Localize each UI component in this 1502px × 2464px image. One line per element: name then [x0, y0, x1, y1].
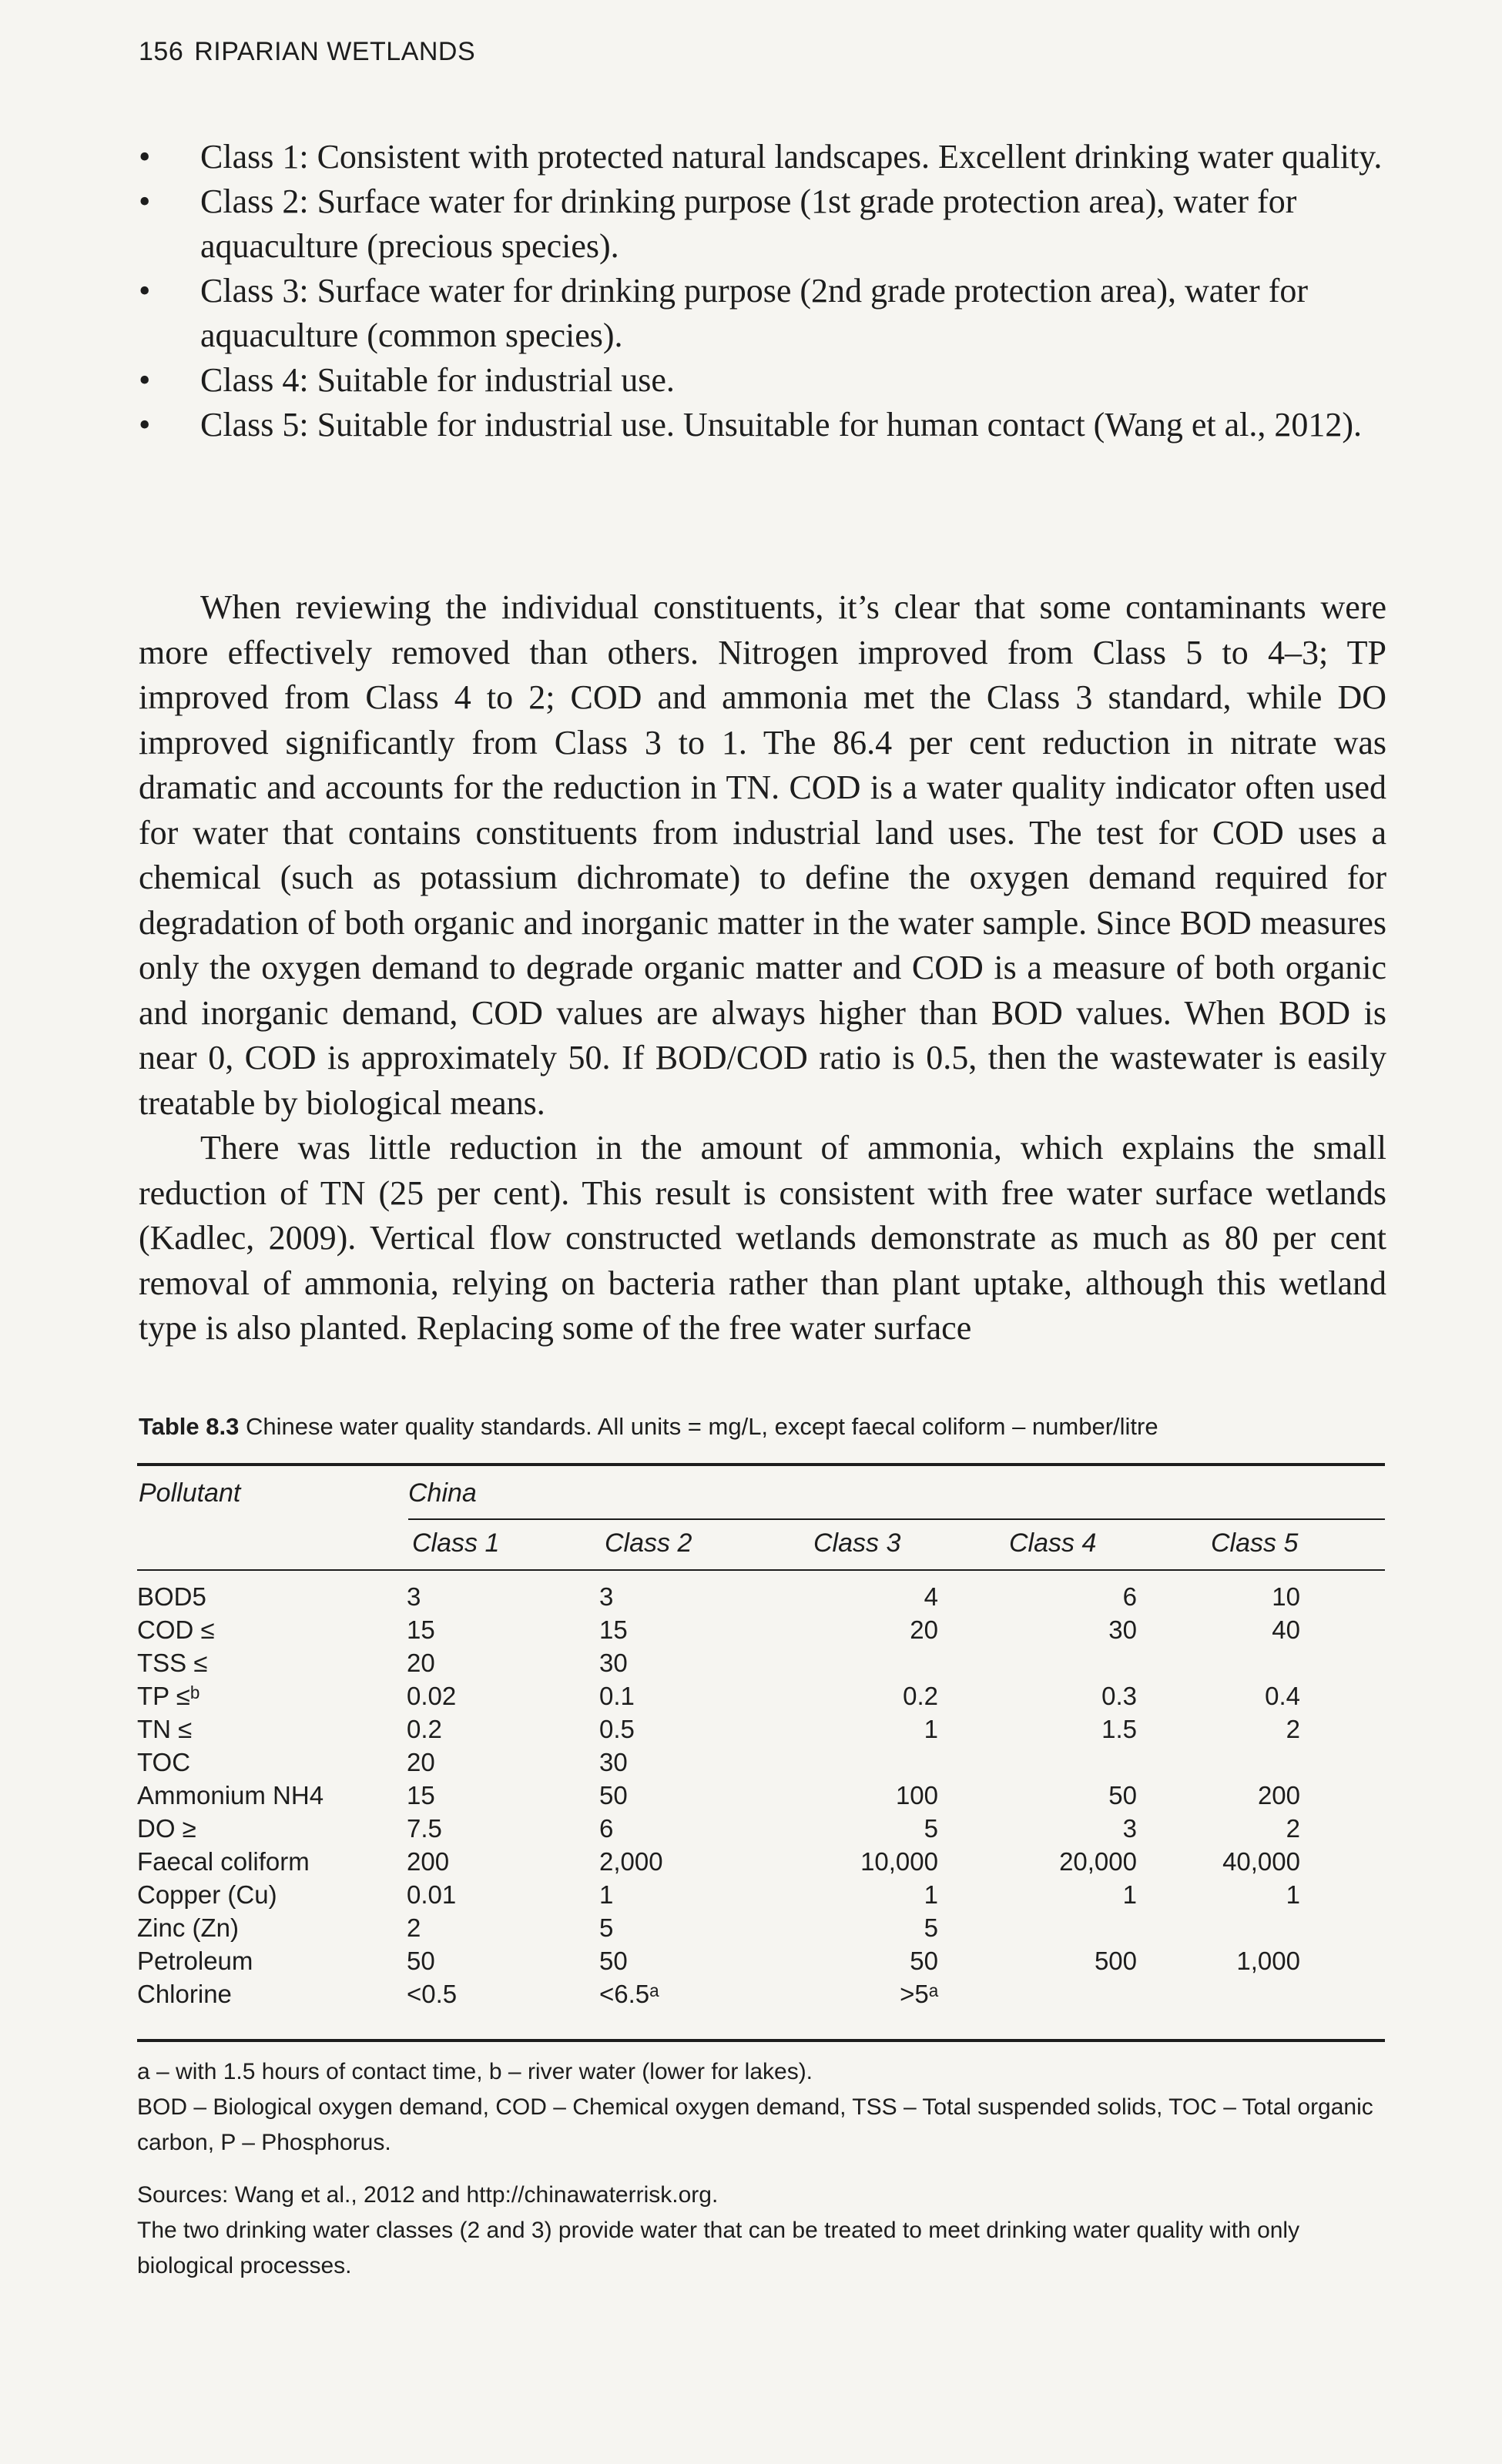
value-cell: 1,000: [1236, 1947, 1300, 1975]
abbreviations-note: BOD – Biological oxygen demand, COD – Chemical oxygen demand, TSS – Total suspended solids, TOC – Total organic carbon, P – Phosphorus.: [137, 2094, 1373, 2155]
value-cell: 50: [599, 1947, 628, 1975]
paragraph: When reviewing the individual constituents, it’s clear that some contaminants were more effectively removed than others. Nitrogen improved from Class 5 to 4–3; TP improved from Class 4 to 2; COD and ammonia met the Class 3 standard, while DO improved significantly from Class 3 to 1. The 86.4 per cent reduction in nitrate was dramatic and accounts for the reduction in TN. COD is a water quality indicator often used for water that contains constituents from industrial land uses. The test for COD uses a chemical (such as potassium dichromate) to define the oxygen demand required for degradation of both organic and inorganic matter in the water sample. Since BOD measures only the oxygen demand to degrade organic matter and COD is a measure of both organic and inorganic demand, COD values are always higher than BOD values. When BOD is near 0, COD is approximately 50. If BOD/COD ratio is 0.5, then the wastewater is easily treatable by biological means.: [139, 588, 1386, 1122]
list-item: • Class 3: Surface water for drinking purpose (2nd grade protection area), water for aquaculture (common species).: [139, 269, 1386, 358]
page-number: 156: [139, 37, 184, 66]
pollutant-cell: COD ≤: [137, 1615, 215, 1644]
pollutant-cell: BOD5: [137, 1582, 206, 1611]
table-label: Table 8.3: [139, 1413, 240, 1440]
bullet-icon: •: [139, 138, 151, 176]
value-cell: 1: [1122, 1880, 1137, 1909]
value-cell: 50: [1108, 1781, 1137, 1810]
value-cell: 5: [924, 1913, 938, 1942]
column-header-class-1: Class 1: [412, 1528, 500, 1558]
value-cell: 0.5: [599, 1715, 635, 1743]
value-cell: 20: [910, 1615, 938, 1644]
value-cell: 3: [599, 1582, 614, 1611]
value-cell: [1007, 1977, 1208, 2010]
value-cell: 2: [1286, 1715, 1300, 1743]
value-cell: 1: [924, 1715, 938, 1743]
value-cell: 0.1: [599, 1682, 635, 1710]
value-cell: 1: [924, 1880, 938, 1909]
remark-note: The two drinking water classes (2 and 3) provide water that can be treated to meet drinking water quality with only biological processes.: [137, 2218, 1300, 2278]
list-item: • Class 5: Suitable for industrial use. Unsuitable for human contact (Wang et al., 2012).: [139, 403, 1386, 447]
table-row: [137, 1613, 1385, 1646]
value-cell: 40: [1272, 1615, 1300, 1644]
value-cell: [1007, 1746, 1208, 1779]
value-cell: 7.5: [407, 1814, 442, 1843]
table-caption: [139, 1413, 1386, 1441]
value-cell: 1.5: [1101, 1715, 1137, 1743]
pollutant-cell: TOC: [137, 1748, 191, 1776]
list-item: • Class 1: Consistent with protected natural landscapes. Excellent drinking water quality.: [139, 135, 1386, 179]
value-cell: 50: [599, 1781, 628, 1810]
table-row: [137, 1746, 1385, 1779]
pollutant-cell: TN ≤: [137, 1715, 193, 1743]
table-row: [137, 1779, 1385, 1812]
bullet-icon: •: [139, 406, 151, 444]
value-cell: [1007, 1911, 1208, 1944]
value-cell: 30: [599, 1649, 628, 1677]
table-row: [137, 1878, 1385, 1911]
value-cell: 10,000: [860, 1847, 938, 1876]
value-cell: 2: [407, 1913, 421, 1942]
header-rule: [137, 1569, 1385, 1571]
table-notes: [137, 2054, 1385, 2284]
column-header-class-2: Class 2: [605, 1528, 692, 1558]
value-cell: 0.2: [903, 1682, 938, 1710]
value-cell: [1208, 1977, 1385, 2010]
value-cell: 3: [407, 1582, 421, 1611]
pollutant-cell: DO ≥: [137, 1814, 196, 1843]
running-title: RIPARIAN WETLANDS: [194, 37, 476, 66]
table-row: [137, 1911, 1385, 1944]
value-cell: 30: [1108, 1615, 1137, 1644]
value-cell: 5: [924, 1814, 938, 1843]
value-cell: 15: [407, 1615, 435, 1644]
value-cell: 10: [1272, 1582, 1300, 1611]
pollutant-cell: Zinc (Zn): [137, 1913, 239, 1942]
footnote: a – with 1.5 hours of contact time, b – river water (lower for lakes).: [137, 2059, 813, 2084]
group-rule: [408, 1518, 1385, 1520]
column-header-class-3: Class 3: [813, 1528, 901, 1558]
value-cell: [1208, 1646, 1385, 1679]
body-text: [139, 585, 1386, 1351]
bullet-icon: •: [139, 361, 151, 399]
value-cell: 50: [910, 1947, 938, 1975]
class-bullet-list: [139, 135, 1386, 447]
value-cell: 0.02: [407, 1682, 457, 1710]
value-cell: 0.4: [1265, 1682, 1300, 1710]
table-row: [137, 1845, 1385, 1878]
bullet-icon: •: [139, 182, 151, 220]
table-row: [137, 1944, 1385, 1977]
table-top-rule: [137, 1463, 1385, 1466]
column-header-class-5: Class 5: [1211, 1528, 1299, 1558]
table-row: [137, 1712, 1385, 1746]
value-cell: >5ᵃ: [900, 1980, 938, 2008]
value-cell: 500: [1094, 1947, 1137, 1975]
pollutant-cell: Copper (Cu): [137, 1880, 277, 1909]
pollutant-cell: TSS ≤: [137, 1649, 208, 1677]
bullet-icon: •: [139, 272, 151, 310]
value-cell: 40,000: [1222, 1847, 1300, 1876]
value-cell: 3: [1122, 1814, 1137, 1843]
value-cell: 6: [599, 1814, 614, 1843]
value-cell: 0.01: [407, 1880, 457, 1909]
value-cell: 100: [895, 1781, 938, 1810]
pollutant-cell: Chlorine: [137, 1980, 232, 2008]
value-cell: 4: [924, 1582, 938, 1611]
value-cell: 200: [407, 1847, 450, 1876]
value-cell: 20,000: [1059, 1847, 1137, 1876]
water-quality-table: [137, 1580, 1385, 2010]
table-row: [137, 1812, 1385, 1845]
value-cell: 5: [599, 1913, 614, 1942]
value-cell: 30: [599, 1748, 628, 1776]
table-row: [137, 1646, 1385, 1679]
paragraph: There was little reduction in the amount of ammonia, which explains the small reduction of TN (25 per cent). This result is consistent with free water surface wetlands (Kadlec, 2009). Vertical flow constructed wetlands demonstrate as much as 80 per cent removal of ammonia, relying on bacteria rather than plant uptake, although this wetland type is also planted. Replacing some of the free water surface: [139, 1129, 1386, 1347]
column-header-pollutant: Pollutant: [139, 1478, 241, 1508]
value-cell: 200: [1257, 1781, 1300, 1810]
list-item: • Class 4: Suitable for industrial use.: [139, 358, 1386, 403]
value-cell: 6: [1122, 1582, 1137, 1611]
value-cell: 50: [407, 1947, 435, 1975]
value-cell: 1: [599, 1880, 614, 1909]
value-cell: 2: [1286, 1814, 1300, 1843]
table-row: [137, 1977, 1385, 2010]
value-cell: [1007, 1646, 1208, 1679]
table-row: [137, 1580, 1385, 1613]
value-cell: 20: [407, 1748, 435, 1776]
table-bottom-rule: [137, 2039, 1385, 2042]
value-cell: 1: [1286, 1880, 1300, 1909]
sources-note: Sources: Wang et al., 2012 and http://chinawaterrisk.org.: [137, 2182, 719, 2208]
value-cell: 15: [407, 1781, 435, 1810]
value-cell: 15: [599, 1615, 628, 1644]
value-cell: [807, 1746, 1007, 1779]
pollutant-cell: Faecal coliform: [137, 1847, 310, 1876]
table-row: [137, 1679, 1385, 1712]
pollutant-cell: Petroleum: [137, 1947, 253, 1975]
value-cell: <6.5ᵃ: [599, 1980, 659, 2008]
column-header-class-4: Class 4: [1009, 1528, 1097, 1558]
running-header: [139, 37, 475, 67]
value-cell: [1208, 1911, 1385, 1944]
value-cell: [1208, 1746, 1385, 1779]
column-group-header: China: [408, 1478, 477, 1508]
value-cell: [807, 1646, 1007, 1679]
list-item: • Class 2: Surface water for drinking purpose (1st grade protection area), water for aquaculture (precious species).: [139, 179, 1386, 269]
value-cell: <0.5: [407, 1980, 458, 2008]
value-cell: 0.3: [1101, 1682, 1137, 1710]
pollutant-cell: Ammonium NH4: [137, 1781, 324, 1810]
value-cell: 20: [407, 1649, 435, 1677]
value-cell: 2,000: [599, 1847, 663, 1876]
table-caption-text: Chinese water quality standards. All units = mg/L, except faecal coliform – number/litre: [246, 1413, 1158, 1440]
pollutant-cell: TP ≤ᵇ: [137, 1682, 200, 1710]
value-cell: 0.2: [407, 1715, 442, 1743]
